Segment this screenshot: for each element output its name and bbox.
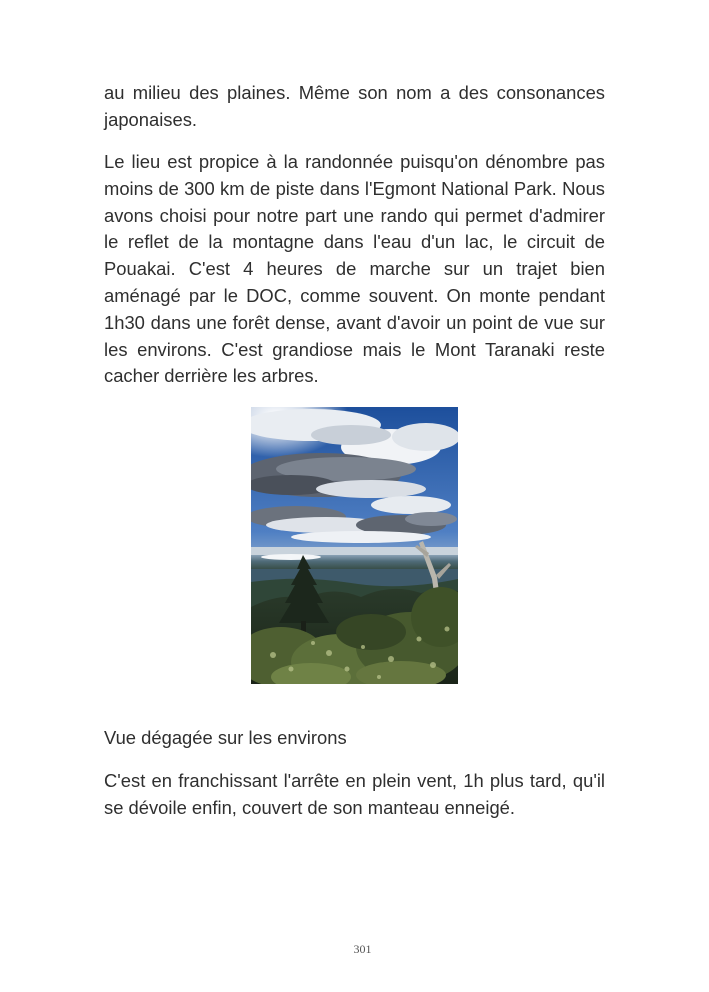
photo-caption: Vue dégagée sur les environs — [104, 727, 347, 748]
page-number: 301 — [353, 942, 372, 956]
landscape-photo — [251, 407, 458, 684]
landscape-photo-graphic — [251, 407, 458, 684]
paragraph-reveal: C'est en franchissant l'arrête en plein vent, 1h plus tard, qu'il se dévoile enfin, couvert de son manteau enneigé. — [104, 770, 605, 818]
paragraph-intro: au milieu des plaines. Même son nom a des consonances japonaises. — [104, 82, 605, 130]
paragraph-hike-description: Le lieu est propice à la randonnée puisqu'on dénombre pas moins de 300 km de piste dans l'Egmont National Park. Nous avons choisi pour notre part une rando qui permet d'admirer le reflet de la montagne dans l'eau d'un lac, le circuit de Pouakai. C'est 4 heures de marche sur un trajet bien aménagé par le DOC, comme souvent. On monte pendant 1h30 dans une forêt dense, avant d'avoir un point de vue sur les environs. C'est grandiose mais le Mont Taranaki reste cacher derrière les arbres. — [104, 151, 605, 387]
